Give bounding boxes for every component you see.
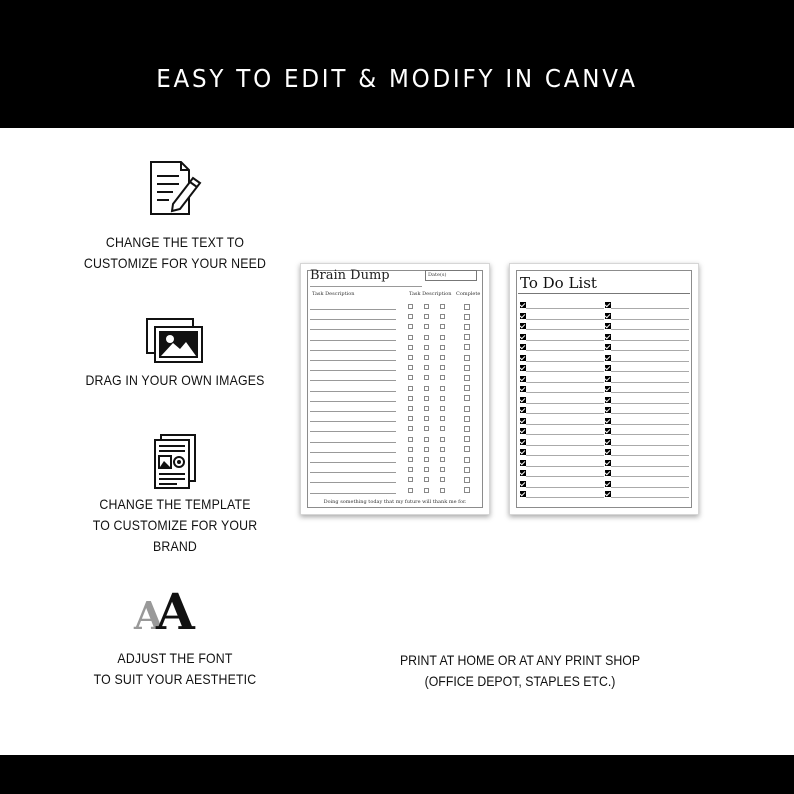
priority-box — [424, 447, 429, 452]
todo-line — [611, 382, 689, 383]
todo-line — [526, 497, 604, 498]
priority-box — [440, 396, 445, 401]
priority-box — [424, 416, 429, 421]
todo-line — [611, 487, 689, 488]
priority-box — [440, 324, 445, 329]
todo-sheet — [509, 263, 699, 515]
task-line — [310, 370, 396, 371]
priority-box — [440, 437, 445, 442]
todo-line — [526, 413, 604, 414]
complete-checkbox — [464, 344, 470, 350]
priority-box — [440, 416, 445, 421]
priority-box — [424, 355, 429, 360]
font-icon-front: A — [156, 582, 195, 641]
priority-box — [408, 355, 413, 360]
priority-box — [424, 426, 429, 431]
task-line — [310, 329, 396, 330]
priority-box — [408, 345, 413, 350]
task-line — [310, 309, 396, 310]
todo-line — [526, 382, 604, 383]
todo-line — [611, 466, 689, 467]
complete-checkbox — [464, 395, 470, 401]
priority-box — [408, 426, 413, 431]
col-task-description: Task Description — [312, 291, 355, 297]
priority-box — [440, 335, 445, 340]
priority-box — [424, 457, 429, 462]
task-line — [310, 472, 396, 473]
task-line — [310, 493, 396, 494]
template-icon — [153, 434, 197, 490]
priority-box — [408, 396, 413, 401]
priority-box — [440, 304, 445, 309]
todo-line — [611, 392, 689, 393]
complete-checkbox — [464, 436, 470, 442]
print-note: PRINT AT HOME OR AT ANY PRINT SHOP (OFFICE DEPOT, STAPLES ETC.) — [399, 652, 641, 689]
col-task-description-2: Task Description — [409, 291, 452, 297]
todo-title-rule — [518, 293, 690, 294]
priority-box — [440, 345, 445, 350]
priority-box — [424, 467, 429, 472]
priority-box — [408, 437, 413, 442]
feature-images — [60, 318, 290, 391]
todo-line — [611, 424, 689, 425]
priority-box — [424, 335, 429, 340]
todo-line — [526, 424, 604, 425]
priority-box — [408, 304, 413, 309]
priority-box — [408, 447, 413, 452]
todo-line — [526, 403, 604, 404]
todo-line — [526, 340, 604, 341]
complete-checkbox — [464, 334, 470, 340]
priority-box — [424, 406, 429, 411]
todo-line — [611, 434, 689, 435]
complete-checkbox — [464, 314, 470, 320]
priority-box — [440, 467, 445, 472]
priority-box — [440, 477, 445, 482]
complete-checkbox — [464, 487, 470, 493]
feature-font — [60, 582, 290, 690]
task-line — [310, 350, 396, 351]
todo-line — [611, 445, 689, 446]
complete-checkbox — [464, 355, 470, 361]
priority-box — [408, 375, 413, 380]
priority-box — [424, 488, 429, 493]
font-icon — [130, 582, 220, 641]
bottom-banner — [0, 755, 794, 794]
todo-line — [611, 371, 689, 372]
priority-box — [440, 488, 445, 493]
task-line — [310, 340, 396, 341]
brain-dump-footer: Doing something today that my future will thank me for. — [323, 499, 467, 505]
todo-line — [526, 487, 604, 488]
todo-line — [611, 497, 689, 498]
task-line — [310, 452, 396, 453]
feature-template-label: CHANGE THE TEMPLATE TO CUSTOMIZE FOR YOUR BRAND — [92, 496, 258, 554]
complete-checkbox — [464, 416, 470, 422]
priority-box — [408, 488, 413, 493]
todo-line — [526, 350, 604, 351]
todo-line — [611, 329, 689, 330]
complete-checkbox — [464, 324, 470, 330]
priority-box — [440, 426, 445, 431]
task-line — [310, 391, 396, 392]
priority-box — [440, 365, 445, 370]
feature-images-label: DRAG IN YOUR OWN IMAGES — [85, 372, 265, 388]
priority-box — [440, 447, 445, 452]
priority-box — [408, 335, 413, 340]
priority-box — [408, 477, 413, 482]
priority-box — [424, 304, 429, 309]
priority-box — [424, 314, 429, 319]
priority-box — [424, 345, 429, 350]
priority-box — [408, 365, 413, 370]
complete-checkbox — [464, 406, 470, 412]
col-complete: Complete — [456, 291, 481, 297]
todo-line — [611, 476, 689, 477]
priority-box — [408, 467, 413, 472]
todo-line — [611, 403, 689, 404]
complete-checkbox — [464, 375, 470, 381]
priority-box — [424, 437, 429, 442]
complete-checkbox — [464, 385, 470, 391]
feature-font-label: ADJUST THE FONT TO SUIT YOUR AESTHETIC — [93, 650, 257, 687]
todo-line — [526, 319, 604, 320]
priority-box — [440, 314, 445, 319]
todo-line — [526, 308, 604, 309]
task-line — [310, 462, 396, 463]
priority-box — [440, 406, 445, 411]
images-icon — [146, 318, 204, 364]
todo-line — [526, 476, 604, 477]
priority-box — [408, 416, 413, 421]
todo-line — [611, 340, 689, 341]
priority-box — [440, 457, 445, 462]
task-line — [310, 360, 396, 361]
task-line — [310, 319, 396, 320]
task-line — [310, 380, 396, 381]
priority-box — [408, 386, 413, 391]
priority-box — [408, 314, 413, 319]
todo-line — [526, 434, 604, 435]
priority-box — [424, 477, 429, 482]
feature-edit-text-label: CHANGE THE TEXT TO CUSTOMIZE FOR YOUR NEED — [83, 234, 267, 271]
priority-box — [424, 375, 429, 380]
task-line — [310, 411, 396, 412]
todo-line — [526, 361, 604, 362]
feature-template — [60, 434, 290, 557]
todo-line — [526, 445, 604, 446]
priority-box — [408, 324, 413, 329]
priority-box — [424, 365, 429, 370]
complete-checkbox — [464, 365, 470, 371]
todo-line — [611, 455, 689, 456]
todo-line — [526, 371, 604, 372]
complete-checkbox — [464, 477, 470, 483]
feature-edit-text — [60, 160, 290, 274]
todo-line — [526, 329, 604, 330]
complete-checkbox — [464, 457, 470, 463]
priority-box — [424, 386, 429, 391]
todo-line — [526, 466, 604, 467]
brain-dump-date-field: Date(s) — [425, 270, 477, 281]
document-pencil-icon — [147, 160, 203, 216]
task-line — [310, 442, 396, 443]
priority-box — [440, 375, 445, 380]
todo-line — [611, 361, 689, 362]
priority-box — [424, 324, 429, 329]
todo-line — [526, 392, 604, 393]
title-underline — [310, 286, 422, 287]
task-line — [310, 401, 396, 402]
font-icon-back: A — [134, 593, 164, 638]
todo-title: To Do List — [520, 274, 597, 292]
priority-box — [440, 386, 445, 391]
complete-checkbox — [464, 304, 470, 310]
task-line — [310, 482, 396, 483]
task-line — [310, 421, 396, 422]
priority-box — [440, 355, 445, 360]
banner-title: EASY TO EDIT & MODIFY IN CANVA — [156, 64, 638, 93]
priority-box — [408, 457, 413, 462]
complete-checkbox — [464, 467, 470, 473]
priority-box — [408, 406, 413, 411]
top-banner — [0, 0, 794, 128]
todo-line — [611, 350, 689, 351]
todo-line — [611, 413, 689, 414]
complete-checkbox — [464, 426, 470, 432]
complete-checkbox — [464, 446, 470, 452]
task-line — [310, 431, 396, 432]
todo-line — [526, 455, 604, 456]
brain-dump-sheet — [300, 263, 490, 515]
brain-dump-title: Brain Dump — [310, 268, 390, 283]
todo-line — [611, 319, 689, 320]
priority-box — [424, 396, 429, 401]
todo-line — [611, 308, 689, 309]
